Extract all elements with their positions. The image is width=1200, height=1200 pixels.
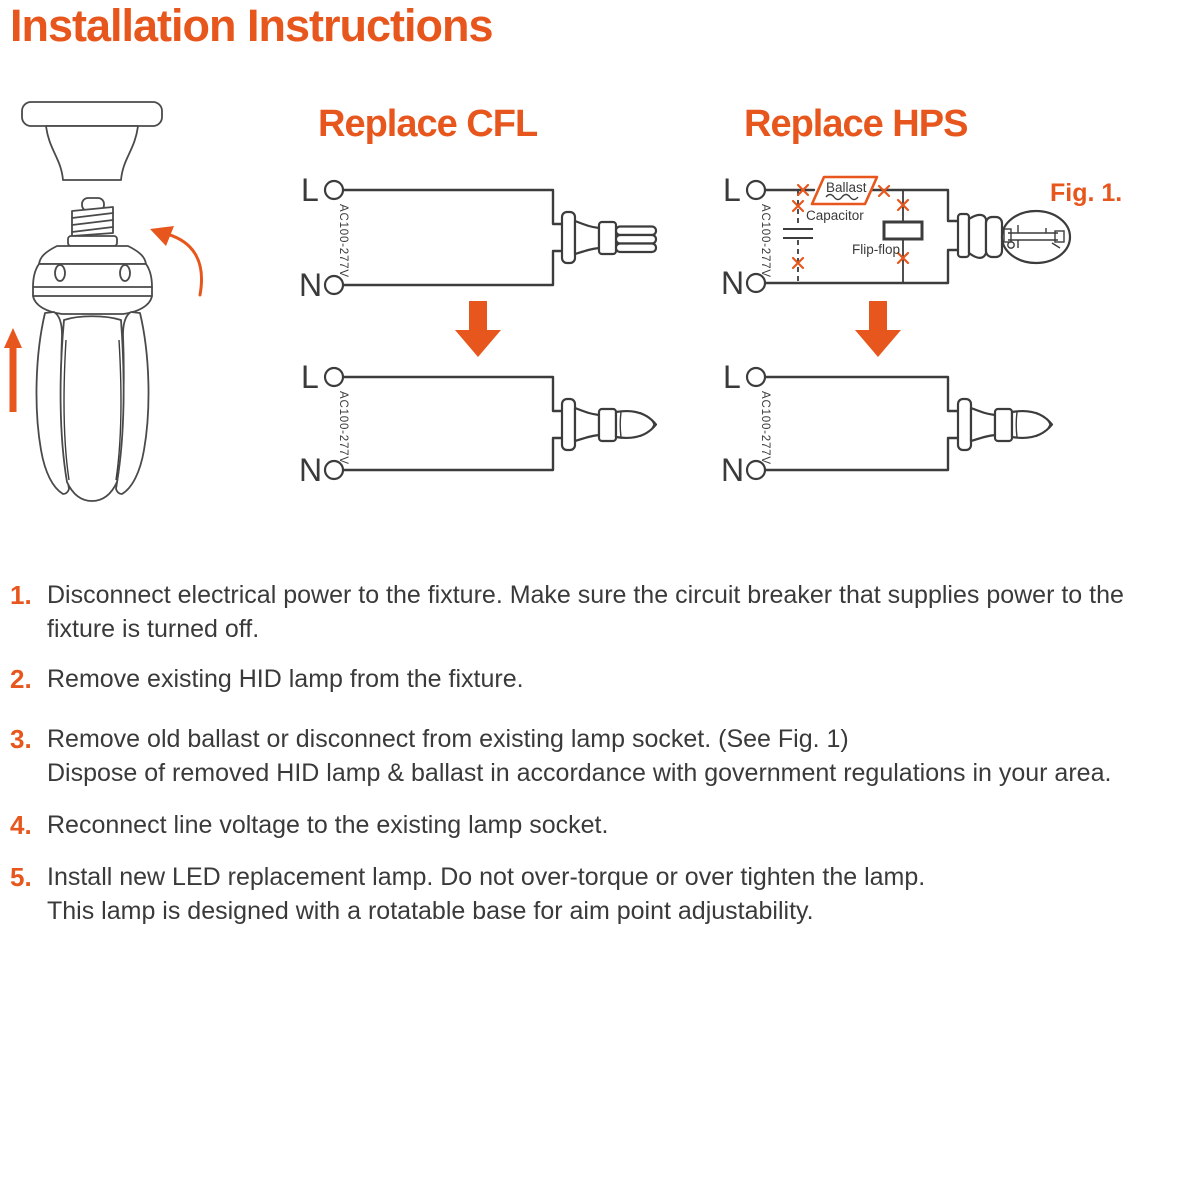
hps-before-neutral-label: N <box>721 265 745 301</box>
cfl-before-neutral-label: N <box>299 267 323 303</box>
led-lamp-icon <box>958 399 1052 450</box>
instruction-step-4 <box>10 808 1195 842</box>
down-arrow-icon <box>455 301 501 357</box>
cfl-section-heading: Replace CFL <box>318 103 538 145</box>
hps-after-voltage-label: AC100-277V <box>759 391 771 465</box>
cfl-before-live-label: L <box>301 172 319 208</box>
step-text: Reconnect line voltage to the existing lamp socket. <box>47 811 609 839</box>
cfl-before-diagram <box>325 181 656 294</box>
wiring-diagrams-artwork <box>0 0 1200 520</box>
step-text: Remove existing HID lamp from the fixture. <box>47 665 524 693</box>
step-text: Disconnect electrical power to the fixture. Make sure the circuit breaker that supplies power to the fixture is turned off. <box>47 581 1124 643</box>
step-number: 1. <box>10 580 32 610</box>
step-number: 2. <box>10 664 32 694</box>
hps-before-diagram <box>747 177 1070 292</box>
page-title: Installation Instructions <box>10 0 493 51</box>
hps-lamp-icon <box>958 211 1070 263</box>
cfl-lamp-icon <box>562 212 656 263</box>
instruction-step-2 <box>10 662 1195 696</box>
step-text: Remove old ballast or disconnect from existing lamp socket. (See Fig. 1) Dispose of removed HID lamp & ballast in accordance with government regulations in your area. <box>47 725 1112 787</box>
cfl-after-diagram <box>325 368 656 479</box>
step-number: 5. <box>10 862 32 892</box>
cfl-after-neutral-label: N <box>299 452 323 488</box>
hps-after-neutral-label: N <box>721 452 745 488</box>
instruction-step-3 <box>10 722 1195 790</box>
flipflop-label: Flip-flop <box>852 242 901 257</box>
step-number: 4. <box>10 810 32 840</box>
cfl-after-live-label: L <box>301 359 319 395</box>
ballast-label: Ballast <box>826 180 867 195</box>
instruction-step-5 <box>10 860 1195 928</box>
down-arrow-icon <box>855 301 901 357</box>
hps-after-live-label: L <box>723 359 741 395</box>
hps-before-voltage-label: AC100-277V <box>759 204 771 278</box>
cfl-after-voltage-label: AC100-277V <box>337 391 349 465</box>
hps-before-live-label: L <box>723 172 741 208</box>
cfl-before-voltage-label: AC100-277V <box>337 204 349 278</box>
hps-section-heading: Replace HPS <box>744 103 968 145</box>
hps-after-diagram <box>747 368 1052 479</box>
step-number: 3. <box>10 724 32 754</box>
instruction-step-1 <box>10 578 1195 646</box>
capacitor-label: Capacitor <box>806 208 864 223</box>
step-text: Install new LED replacement lamp. Do not over-torque or over tighten the lamp. This lamp is designed with a rotatable base for aim point adjustability. <box>47 863 926 925</box>
figure-1-label: Fig. 1. <box>1050 179 1123 207</box>
led-lamp-icon <box>562 399 656 450</box>
